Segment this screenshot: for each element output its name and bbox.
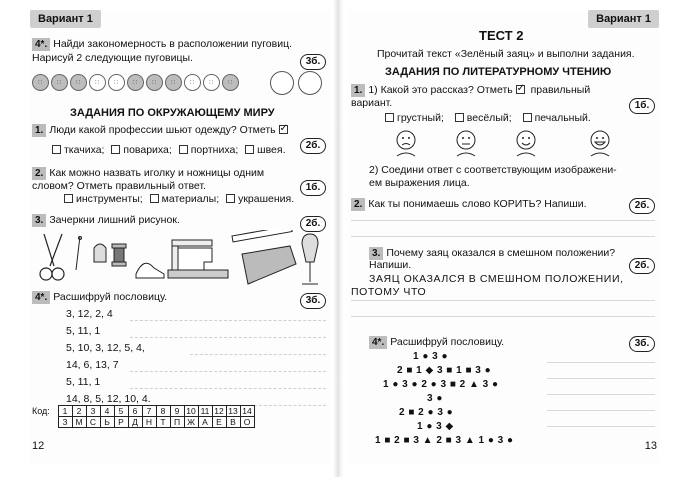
scissors-icon bbox=[40, 234, 64, 280]
button-white-icon bbox=[108, 74, 125, 91]
checkbox[interactable] bbox=[226, 194, 235, 203]
score-badge: 1б. bbox=[300, 180, 326, 196]
answer-line[interactable] bbox=[351, 236, 655, 237]
answer-line[interactable] bbox=[547, 362, 655, 363]
checkbox[interactable] bbox=[111, 145, 120, 154]
thimble-icon bbox=[94, 244, 106, 262]
question-number: 4*. bbox=[32, 291, 50, 304]
code-number-cell: 14 bbox=[240, 406, 254, 417]
code-number-cell: 9 bbox=[170, 406, 184, 417]
right-page bbox=[347, 10, 659, 465]
option-label: материалы; bbox=[161, 193, 220, 205]
code-number-cell: 10 bbox=[184, 406, 198, 417]
code-letter-cell: П bbox=[170, 417, 184, 428]
code-table bbox=[32, 405, 255, 428]
button-white-icon bbox=[184, 74, 201, 91]
button-holes-icon: ∷ bbox=[95, 80, 100, 86]
answer-line[interactable] bbox=[351, 316, 655, 317]
checkbox[interactable] bbox=[150, 194, 159, 203]
q3-text: Почему заяц оказался в смешном положении? bbox=[386, 247, 616, 259]
q4-line1 bbox=[369, 336, 504, 349]
ruler-icon bbox=[232, 230, 292, 242]
code-letter-cell: З bbox=[58, 417, 72, 428]
q2-line1 bbox=[32, 167, 264, 180]
button-holes-icon: ∷ bbox=[76, 80, 81, 86]
score-badge: 2б. bbox=[629, 258, 655, 274]
code-label-spacer bbox=[32, 417, 58, 428]
cipher-row: 1 ■ 2 ■ 3 ▲ 2 ■ 3 ▲ 1 ● 3 ● bbox=[375, 435, 514, 446]
option-label: портниха; bbox=[190, 144, 239, 156]
question-number: 4*. bbox=[369, 336, 387, 349]
q1-sub2-line1: 2) Соедини ответ с соответствующим изображени- bbox=[369, 164, 617, 176]
code-letter-cell: М bbox=[72, 417, 86, 428]
button-white-icon bbox=[89, 74, 106, 91]
score-badge: 3б. bbox=[300, 54, 326, 70]
section-title-reading: ЗАДАНИЯ ПО ЛИТЕРАТУРНОМУ ЧТЕНИЮ bbox=[385, 66, 612, 78]
answer-line[interactable] bbox=[547, 410, 655, 411]
button-gray-icon bbox=[32, 74, 49, 91]
code-number-cell: 7 bbox=[142, 406, 156, 417]
button-gray-icon bbox=[127, 74, 144, 91]
button-holes-icon: ∷ bbox=[152, 80, 157, 86]
sewing-items-drawing[interactable] bbox=[32, 230, 328, 288]
code-letter-cell: Н bbox=[142, 417, 156, 428]
q1-text: Люди какой профессии шьют одежду? Отметь bbox=[49, 124, 276, 136]
question-number: 1. bbox=[351, 84, 365, 97]
answer-line bbox=[130, 337, 326, 338]
question-number: 2. bbox=[351, 198, 365, 211]
button-holes-icon: ∷ bbox=[228, 80, 233, 86]
checkbox-example bbox=[279, 125, 288, 134]
button-white-icon bbox=[203, 74, 220, 91]
checkbox[interactable] bbox=[179, 145, 188, 154]
button-holes-icon: ∷ bbox=[209, 80, 214, 86]
q3-answer-start-2: ПОТОМУ ЧТО bbox=[351, 286, 427, 298]
code-letter-cell: С bbox=[86, 417, 100, 428]
check-mark-icon: ✓ bbox=[516, 83, 526, 94]
code-letter-cell: О bbox=[240, 417, 254, 428]
checkbox[interactable] bbox=[245, 145, 254, 154]
section-title-world: ЗАДАНИЯ ПО ОКРУЖАЮЩЕМУ МИРУ bbox=[70, 107, 275, 119]
code-label: Код: bbox=[32, 406, 50, 416]
page-number: 12 bbox=[32, 440, 45, 452]
code-letter-cell: Р bbox=[114, 417, 128, 428]
score-badge: 2б. bbox=[629, 198, 655, 214]
option-label: украшения. bbox=[238, 193, 295, 205]
option-label: ткачиха; bbox=[64, 144, 105, 156]
fabric-roll-icon bbox=[242, 246, 296, 284]
test-title: ТЕСТ 2 bbox=[479, 28, 524, 43]
code-number-cell: 11 bbox=[198, 406, 212, 417]
option-label: швея. bbox=[257, 144, 286, 156]
face-sad-icon[interactable] bbox=[391, 128, 421, 158]
intro-text: Прочитай текст «Зелёный заяц» и выполни задания. bbox=[377, 48, 635, 60]
proverb-row: 14, 6, 13, 7 bbox=[66, 359, 119, 371]
score-badge: 3б. bbox=[629, 336, 655, 352]
cipher-row: 2 ■ 1 ◆ 3 ■ 1 ■ 3 ● bbox=[397, 365, 492, 376]
button-holes-icon: ∷ bbox=[133, 80, 138, 86]
shoe-icon bbox=[136, 263, 164, 278]
face-laughing-icon[interactable] bbox=[585, 128, 615, 158]
dress-form-icon bbox=[302, 234, 318, 284]
face-neutral-icon[interactable] bbox=[451, 128, 481, 158]
q2-options bbox=[64, 193, 294, 206]
checkbox-example bbox=[516, 85, 525, 94]
score-badge: 3б. bbox=[300, 293, 326, 309]
question-number: 1. bbox=[32, 124, 46, 137]
q4-text: Расшифруй пословицу. bbox=[390, 336, 505, 348]
buttons-pattern bbox=[32, 74, 239, 91]
button-gray-icon bbox=[146, 74, 163, 91]
q1-options bbox=[52, 144, 285, 157]
needle-icon bbox=[76, 236, 82, 270]
answer-line[interactable] bbox=[547, 426, 655, 427]
cipher-row: 2 ■ 2 ● 3 ● bbox=[399, 407, 454, 418]
q1-line2: вариант. bbox=[351, 97, 393, 109]
button-gray-icon bbox=[51, 74, 68, 91]
left-page bbox=[30, 10, 330, 465]
check-mark-icon: ✓ bbox=[279, 123, 288, 134]
button-holes-icon: ∷ bbox=[190, 80, 195, 86]
code-number-cell: 12 bbox=[212, 406, 226, 417]
code-number-cell: 8 bbox=[156, 406, 170, 417]
checkbox[interactable] bbox=[385, 113, 394, 122]
button-holes-icon: ∷ bbox=[57, 80, 62, 86]
score-badge: 1б. bbox=[629, 98, 655, 114]
option-label: печальный. bbox=[534, 112, 591, 124]
proverb-row: 5, 11, 1 bbox=[66, 325, 101, 337]
code-letter-cell: Ж bbox=[184, 417, 198, 428]
checkbox[interactable] bbox=[455, 113, 464, 122]
empty-button-slot-1[interactable] bbox=[270, 71, 294, 95]
code-letter-cell: Д bbox=[128, 417, 142, 428]
answer-line bbox=[130, 371, 326, 372]
thread-spool-icon bbox=[112, 244, 126, 266]
score-badge: 2б. bbox=[300, 138, 326, 154]
cipher-row: 3 ● bbox=[427, 393, 443, 404]
proverb-row: 3, 12, 2, 4 bbox=[66, 308, 113, 320]
option-label: весёлый; bbox=[466, 112, 512, 124]
answer-line bbox=[190, 354, 326, 355]
score-badge: 2б. bbox=[300, 216, 326, 232]
q3-line1 bbox=[32, 214, 180, 227]
cipher-row: 1 ● 3 ● 2 ● 3 ■ 2 ▲ 3 ● bbox=[383, 379, 499, 390]
answer-line[interactable] bbox=[351, 300, 655, 301]
button-holes-icon: ∷ bbox=[114, 80, 119, 86]
button-holes-icon: ∷ bbox=[38, 80, 43, 86]
answer-line[interactable] bbox=[547, 378, 655, 379]
code-number-cell: 4 bbox=[100, 406, 114, 417]
code-letter-cell: Ь bbox=[100, 417, 114, 428]
sewing-machine-icon bbox=[168, 240, 228, 278]
button-gray-icon bbox=[222, 74, 239, 91]
book-gutter bbox=[333, 0, 343, 477]
option-label: повариха; bbox=[123, 144, 172, 156]
answer-line[interactable] bbox=[351, 220, 655, 221]
cipher-row: 1 ● 3 ● bbox=[413, 351, 449, 362]
q4a-line2: Нарисуй 2 следующие пуговицы. bbox=[32, 52, 193, 64]
button-holes-icon: ∷ bbox=[171, 80, 176, 86]
answer-line bbox=[130, 388, 326, 389]
checkbox[interactable] bbox=[52, 145, 61, 154]
q2-line1 bbox=[351, 198, 587, 211]
checkbox[interactable] bbox=[64, 194, 73, 203]
q4a-text: Найди закономерность в расположении пуговиц. bbox=[53, 38, 293, 50]
option-label: инструменты; bbox=[76, 193, 143, 205]
proverb-row: 5, 11, 1 bbox=[66, 376, 101, 388]
code-number-cell: 5 bbox=[114, 406, 128, 417]
proverb-row: 14, 8, 5, 12, 10, 4. bbox=[66, 393, 151, 405]
option-label: грустный; bbox=[397, 112, 444, 124]
code-number-cell: 2 bbox=[72, 406, 86, 417]
face-happy-icon[interactable] bbox=[511, 128, 541, 158]
question-number: 4*. bbox=[32, 38, 50, 51]
q1-options bbox=[385, 112, 591, 125]
cipher-row: 1 ● 3 ◆ bbox=[417, 421, 454, 432]
code-number-cell: 6 bbox=[128, 406, 142, 417]
q1-text-end: правильный bbox=[530, 84, 591, 96]
empty-button-slot-2[interactable] bbox=[298, 71, 322, 95]
q1-line1 bbox=[32, 124, 291, 137]
proverb-row: 5, 10, 3, 12, 5, 4, bbox=[66, 342, 145, 354]
question-number: 3. bbox=[32, 214, 46, 227]
q3-answer-start: ЗАЯЦ ОКАЗАЛСЯ В СМЕШНОМ ПОЛОЖЕНИИ, bbox=[369, 273, 624, 285]
code-letter-cell: Т bbox=[156, 417, 170, 428]
q4b-line1 bbox=[32, 291, 167, 304]
answer-line[interactable] bbox=[547, 394, 655, 395]
q1-text: 1) Какой это рассказ? Отметь bbox=[368, 84, 513, 96]
code-letter-cell: А bbox=[198, 417, 212, 428]
code-number-cell: 1 bbox=[58, 406, 72, 417]
variant-badge: Вариант 1 bbox=[588, 10, 659, 28]
button-gray-icon bbox=[70, 74, 87, 91]
q2-text: Как можно назвать иголку и ножницы одним bbox=[49, 167, 265, 179]
answer-line bbox=[130, 320, 326, 321]
question-number: 3. bbox=[369, 247, 383, 260]
code-number-cell: 13 bbox=[226, 406, 240, 417]
code-number-cell: 3 bbox=[86, 406, 100, 417]
q4b-text: Расшифруй пословицу. bbox=[53, 291, 168, 303]
code-letter-cell: В bbox=[226, 417, 240, 428]
q1-line1 bbox=[351, 84, 590, 97]
checkbox[interactable] bbox=[523, 113, 532, 122]
button-gray-icon bbox=[165, 74, 182, 91]
q3-text: Зачеркни лишний рисунок. bbox=[49, 214, 180, 226]
page-number: 13 bbox=[644, 440, 657, 452]
q2-line2: словом? Отметь правильный ответ. bbox=[32, 180, 206, 192]
q2-text: Как ты понимаешь слово КОРИТЬ? Напиши. bbox=[368, 198, 587, 210]
q3-line2: Напиши. bbox=[369, 259, 412, 271]
q1-sub2-line2: ем выражения лица. bbox=[369, 177, 470, 189]
code-letter-cell: Е bbox=[212, 417, 226, 428]
q4a-line1 bbox=[32, 38, 292, 51]
variant-badge: Вариант 1 bbox=[30, 10, 101, 28]
question-number: 2. bbox=[32, 167, 46, 180]
